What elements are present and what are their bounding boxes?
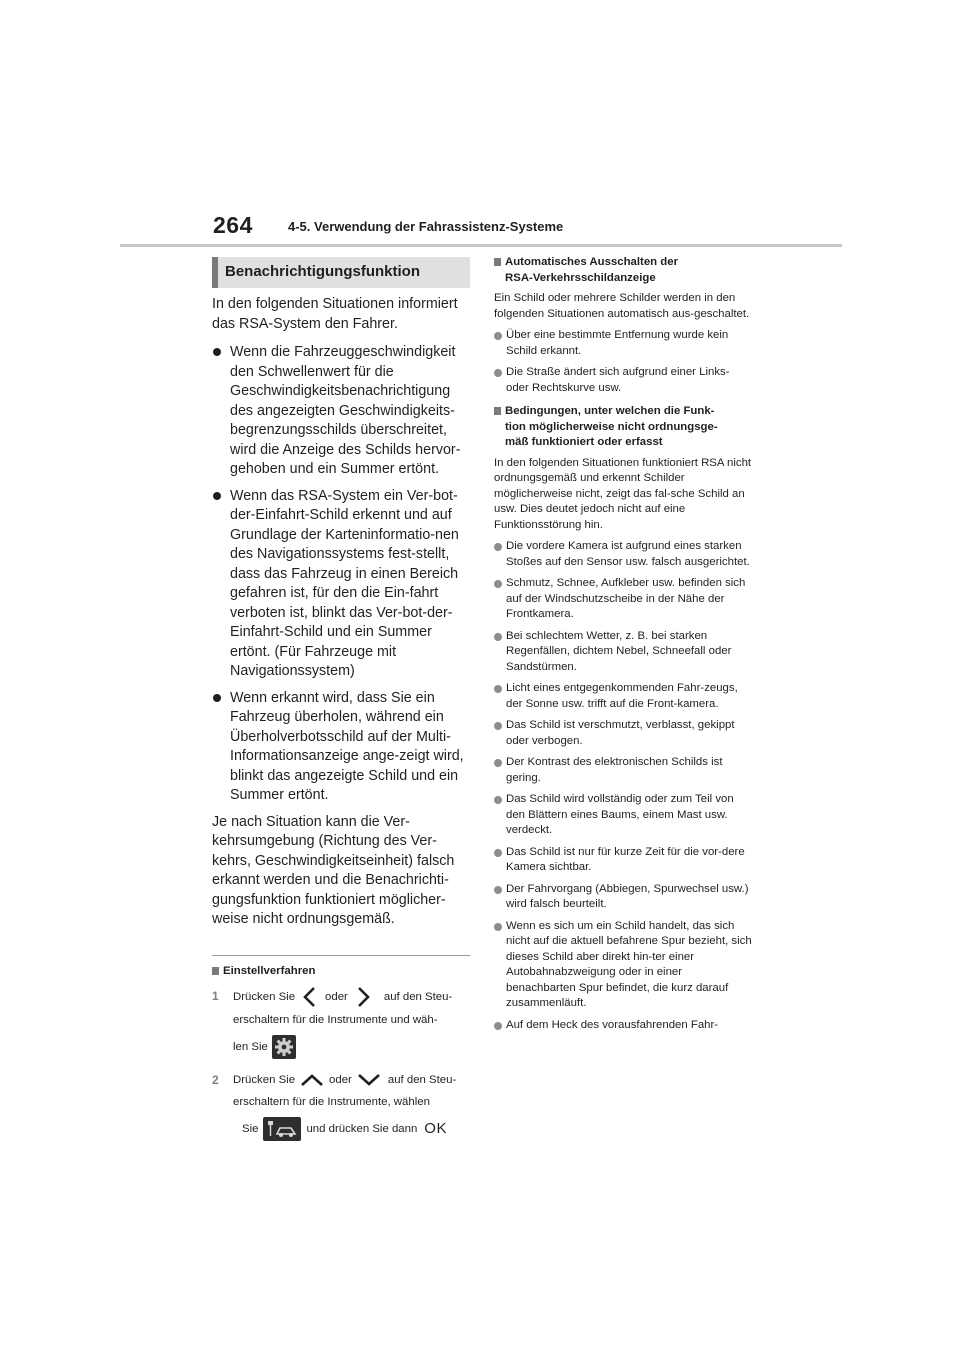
chevron-right-icon: [348, 985, 378, 1009]
auto-off-paragraph: Ein Schild oder mehrere Schilder werden in den folgenden Situationen automatisch aus-geschaltet.: [494, 292, 750, 320]
step-text: len Sie: [233, 1041, 268, 1053]
list-item-text: Wenn es sich um ein Schild handelt, das sich nicht auf die aktuell befahrene Spur bezieht, sich dieses Schild aber direkt hin-ter einer Autobahnabzweigung oder in einer benachbarten Spur befindet, die kurz darauf zusammenläuft.: [506, 919, 752, 1009]
bullet-dot: [494, 580, 502, 588]
list-item: [494, 576, 752, 623]
step-text: Sie: [242, 1123, 259, 1135]
ok-button-glyph: OK: [424, 1120, 447, 1137]
step-text: oder: [329, 1074, 352, 1086]
list-item-text: Wenn die Fahrzeuggeschwindigkeit den Schwellenwert für die Geschwindigkeitsbenachrichtigung des angezeigten Geschwindigkeits-begrenzungsschilds überschreitet, wird die Anzeige des Schilds hervor-gehoben und ein Summer ertönt.: [230, 344, 461, 477]
list-item-text: Über eine bestimmte Entfernung wurde kein Schild erkannt.: [506, 329, 729, 357]
step-text: auf den Steu-: [387, 1074, 457, 1086]
step-number: 1: [212, 989, 219, 1003]
list-item: [212, 689, 470, 806]
page-number: 264: [213, 212, 253, 238]
intro-paragraph: In den folgenden Situationen informiert das RSA-System den Fahrer.: [212, 296, 458, 332]
bullet-dot: [213, 348, 221, 356]
step-text: erschaltern für die Instrumente und wäh-: [233, 1014, 438, 1026]
setting-heading: [212, 964, 470, 980]
auto-off-heading: [494, 255, 752, 286]
chapter-title: 4-5. Verwendung der Fahrassistenz-Systeme: [288, 219, 564, 234]
bullet-dot: [494, 685, 502, 693]
conditions-title-line: tion möglicherweise nicht ordnungsge-: [505, 420, 718, 433]
list-item-text: Das Schild wird vollständig oder zum Teil von den Blättern eines Baums, einem Mast usw. verdeckt.: [506, 793, 734, 836]
section-title: Benachrichtigungsfunktion: [225, 263, 420, 280]
square-bullet-icon: [494, 407, 501, 415]
chevron-up-icon: [295, 1070, 329, 1090]
chevron-left-icon: [295, 985, 325, 1009]
square-bullet-icon: [212, 967, 219, 975]
list-item-text: Das Schild ist verschmutzt, verblasst, gekippt oder verbogen.: [506, 719, 735, 747]
list-item-text: Der Kontrast des elektronischen Schilds ist gering.: [506, 756, 723, 784]
bullet-dot: [494, 722, 502, 730]
square-bullet-icon: [494, 258, 501, 266]
bullet-dot: [494, 369, 502, 377]
bullet-dot: [213, 492, 221, 500]
list-item-text: Auf dem Heck des vorausfahrenden Fahr-: [506, 1018, 719, 1031]
bullet-dot: [494, 543, 502, 551]
list-item-text: Die vordere Kamera ist aufgrund eines starken Stoßes auf den Sensor usw. falsch ausgerichtet.: [506, 540, 750, 568]
list-item-text: Bei schlechtem Wetter, z. B. bei starken Regenfällen, dichtem Nebel, Schneefall oder Sandstürmen.: [506, 629, 732, 673]
step-text: und drücken Sie dann: [306, 1123, 418, 1135]
list-item: [494, 1018, 752, 1034]
conditions-paragraph: In den folgenden Situationen funktioniert RSA nicht ordnungsgemäß und erkennt Schilder möglicherweise nicht, zeigt das fal-sche Schild an usw. Dies deutet jedoch nicht auf eine Funktionsstörung hin.: [494, 456, 752, 531]
list-item: [494, 539, 752, 570]
list-item: [494, 792, 752, 839]
auto-off-title-line: Automatisches Ausschalten der: [505, 256, 679, 268]
bullet-dot: [494, 1022, 502, 1030]
closing-paragraph: Je nach Situation kann die Ver-kehrsumgebung (Richtung des Ver-kehrs, Geschwindigkeitseinheit) falsch erkannt werden und die Benachrichti-gungsfunktion funktioniert möglicher-weise nicht ordnungsgemäß.: [212, 813, 455, 927]
right-column: [494, 255, 752, 1039]
conditions-heading: [494, 404, 752, 451]
list-item-text: Licht eines entgegenkommenden Fahr-zeugs, der Sonne usw. trifft auf die Front-kamera.: [506, 682, 738, 710]
divider: [212, 955, 470, 956]
step-number: 2: [212, 1073, 219, 1087]
list-item-text: Wenn erkannt wird, dass Sie ein Fahrzeug überholen, während ein Überholverbotsschild auf der Multi-Informationsanzeige ange-zeigt wird, blinkt das angezeigte Schild und ein Summer ertönt.: [230, 689, 464, 803]
bullet-dot: [494, 849, 502, 857]
list-item-text: Die Straße ändert sich aufgrund einer Links- oder Rechtskurve usw.: [506, 366, 730, 394]
chevron-down-icon: [352, 1070, 386, 1090]
bullet-dot: [494, 796, 502, 804]
bullet-dot: [213, 694, 221, 702]
list-item: [494, 681, 752, 712]
bullet-dot: [494, 886, 502, 894]
conditions-title-line: mäß funktioniert oder erfasst: [505, 436, 663, 448]
left-column: [212, 257, 470, 1141]
step-2: [212, 1069, 470, 1141]
list-item-text: Wenn das RSA-System ein Ver-bot-der-Einfahrt-Schild erkennt und auf Grundlage der Karteninformatio-nen des Navigationssystems fest-stellt, dass das Fahrzeug in einen Bereich gefahren ist, für den die Ein-fahrt verboten ist, blinkt das Ver-bot-der-Einfahrt-Schild und ein Summer ertönt. (Für Fahrzeuge mit Navigationssystem): [230, 487, 459, 679]
gear-icon: [272, 1035, 296, 1059]
bullet-dot: [494, 633, 502, 641]
step-text: Drücken Sie: [233, 1074, 296, 1086]
conditions-list: [494, 539, 752, 1033]
step-text: auf den Steu-: [383, 991, 453, 1003]
rsa-car-icon: [263, 1117, 301, 1141]
header-rule: [120, 244, 842, 247]
list-item: [494, 755, 752, 786]
setting-title: Einstellverfahren: [223, 964, 316, 977]
bullet-dot: [494, 759, 502, 767]
list-item: [494, 365, 752, 396]
auto-off-list: [494, 328, 752, 396]
list-item: [494, 629, 752, 676]
list-item: [494, 328, 752, 359]
list-item: [494, 919, 752, 1012]
list-item-text: Das Schild ist nur für kurze Zeit für die vor-dere Kamera sichtbar.: [506, 845, 745, 873]
list-item-text: Der Fahrvorgang (Abbiegen, Spurwechsel usw.) wird falsch beurteilt.: [506, 882, 749, 910]
step-1: [212, 985, 470, 1059]
step-text: oder: [325, 991, 348, 1003]
list-item: [494, 845, 752, 876]
list-item: [494, 882, 752, 913]
bullet-dot: [494, 332, 502, 340]
list-item-text: Schmutz, Schnee, Aufkleber usw. befinden sich auf der Windschutzscheibe in der Nähe der Frontkamera.: [506, 577, 746, 620]
list-item: [494, 718, 752, 749]
section-heading: [212, 257, 470, 288]
conditions-title-line: Bedingungen, unter welchen die Funk-: [505, 405, 715, 417]
step-text: Drücken Sie: [233, 991, 296, 1003]
notification-list: [212, 343, 470, 806]
list-item: [212, 487, 470, 682]
step-text: erschaltern für die Instrumente, wählen: [233, 1096, 430, 1108]
bullet-dot: [494, 923, 502, 931]
list-item: [212, 343, 470, 480]
auto-off-title-line: RSA-Verkehrsschildanzeige: [505, 271, 656, 284]
